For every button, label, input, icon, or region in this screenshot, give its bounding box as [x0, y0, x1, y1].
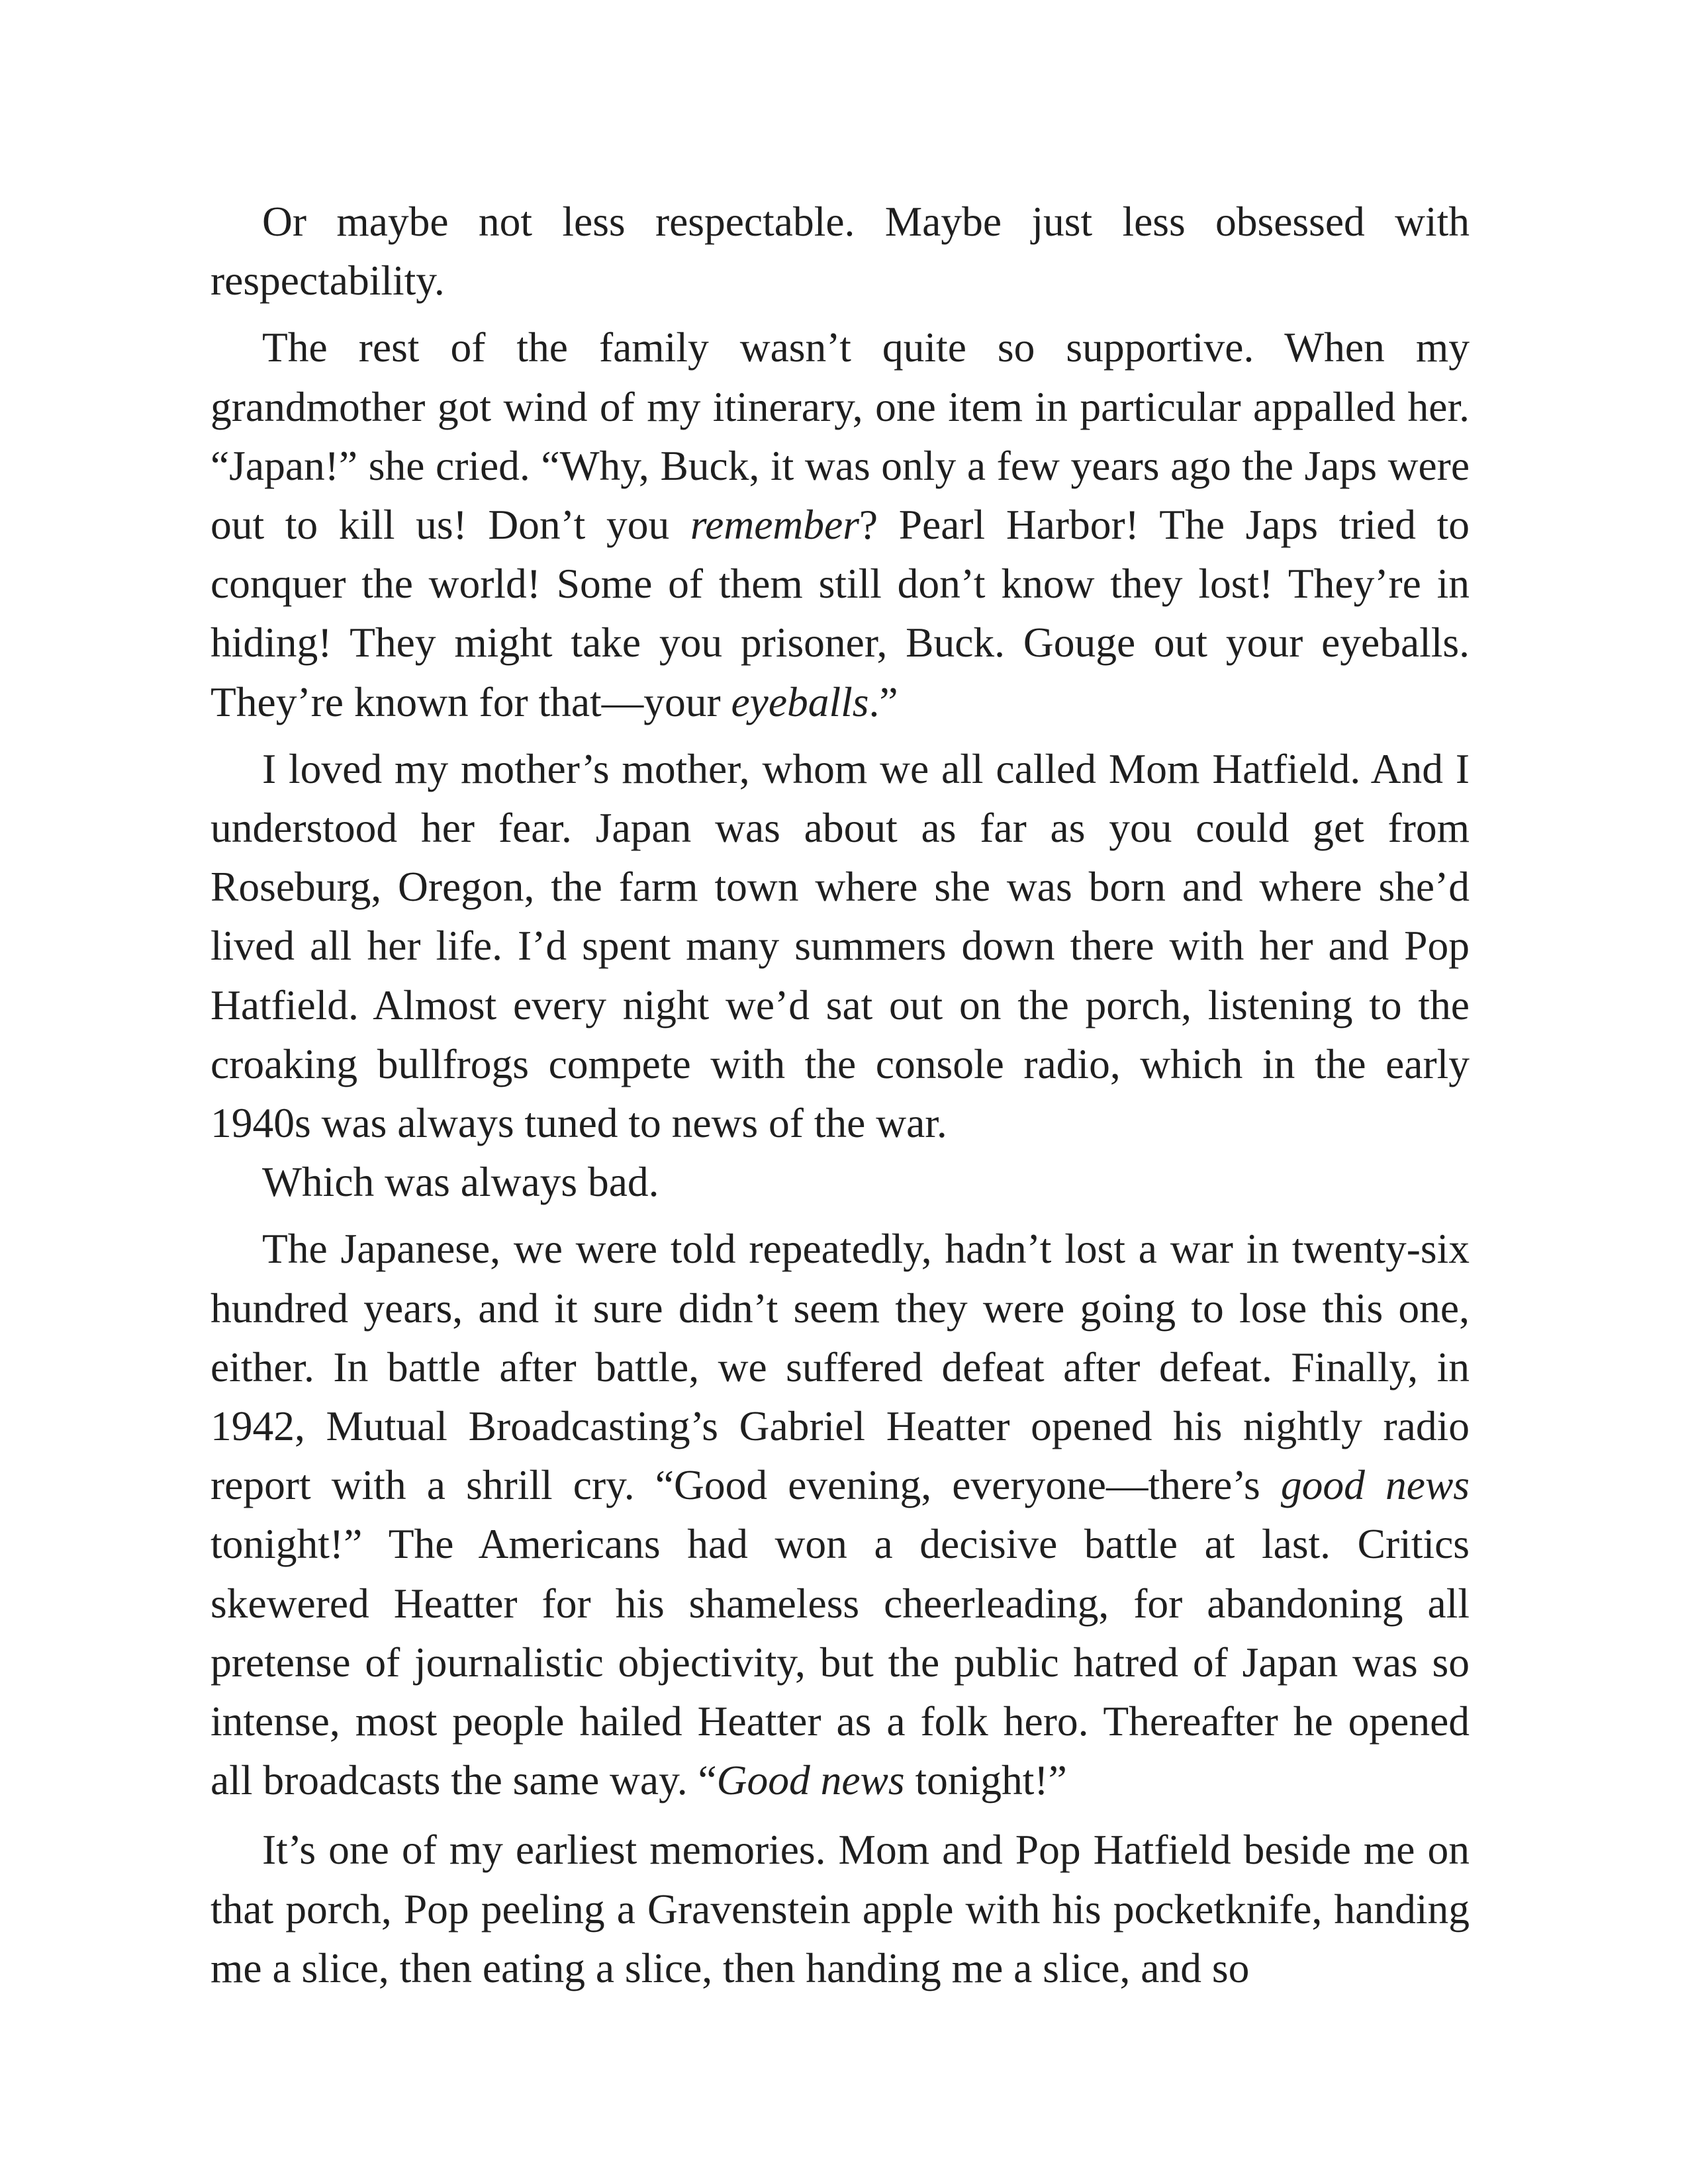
emphasis-good-news: good news	[1280, 1461, 1470, 1509]
paragraph-text: It’s one of my earliest memories. Mom and Pop Hatfield beside me on that porch, Pop peeling a Gravenstein apple with his pocketknife, handing me a slice, then eating a slice, then handing me a slice, and so	[211, 1826, 1470, 1991]
emphasis-good-news: Good news	[716, 1756, 905, 1804]
paragraph-text: Or maybe not less respectable. Maybe just less obsessed with respectability.	[211, 198, 1470, 304]
paragraph-gabriel-heatter	[211, 1219, 1470, 1809]
paragraph-text: The Japanese, we were told repeatedly, hadn’t lost a war in twenty-six hundred years, and it sure didn’t seem they were going to lose this one, either. In battle after battle, we suffered defeat after defeat. Finally, in 1942, Mutual Broadcasting’s Gabriel Heatter opened his nightly radio report with a shrill cry. “Good evening, everyone—there’s	[211, 1225, 1470, 1509]
paragraph-earliest-memories	[211, 1820, 1470, 1997]
paragraph-respectability	[211, 192, 1470, 310]
paragraph-always-bad	[211, 1152, 1470, 1211]
page-body	[211, 192, 1470, 1997]
emphasis-eyeballs: eyeballs	[731, 678, 869, 725]
emphasis-remember: remember	[690, 501, 859, 549]
paragraph-grandmother-warning	[211, 318, 1470, 731]
paragraph-text: tonight!” The Americans had won a decisive battle at last. Critics skewered Heatter for his shameless cheerleading, for abandoning all pretense of journalistic objectivity, but the public hatred of Japan was so intense, most people hailed Heatter as a folk hero. Thereafter he opened all broadcasts the same way. “	[211, 1520, 1470, 1804]
paragraph-text: The rest of the family wasn’t quite so supportive. When my grandmother got wind of my itinerary, one item in particular appalled her. “Japan!” she cried. “Why, Buck, it was only a few years ago the Japs were out to kill us! Don’t you	[211, 324, 1470, 549]
paragraph-text: Which was always bad.	[262, 1158, 659, 1206]
paragraph-text: I loved my mother’s mother, whom we all called Mom Hatfield. And I understood her fear. Japan was about as far as you could get from Roseburg, Oregon, the farm town where she was born and where she’d lived all her life. I’d spent many summers down there with her and Pop Hatfield. Almost every night we’d sat out on the porch, listening to the croaking bullfrogs compete with the console radio, which in the early 1940s was always tuned to news of the war.	[211, 745, 1470, 1147]
paragraph-text: .”	[868, 678, 898, 725]
paragraph-mom-hatfield	[211, 739, 1470, 1152]
paragraph-text: ? Pearl Harbor! The Japs tried to conquer the world! Some of them still don’t know they lost! They’re in hiding! They might take you prisoner, Buck. Gouge out your eyeballs. They’re known for that—your	[211, 501, 1470, 725]
paragraph-text: tonight!”	[904, 1756, 1067, 1804]
